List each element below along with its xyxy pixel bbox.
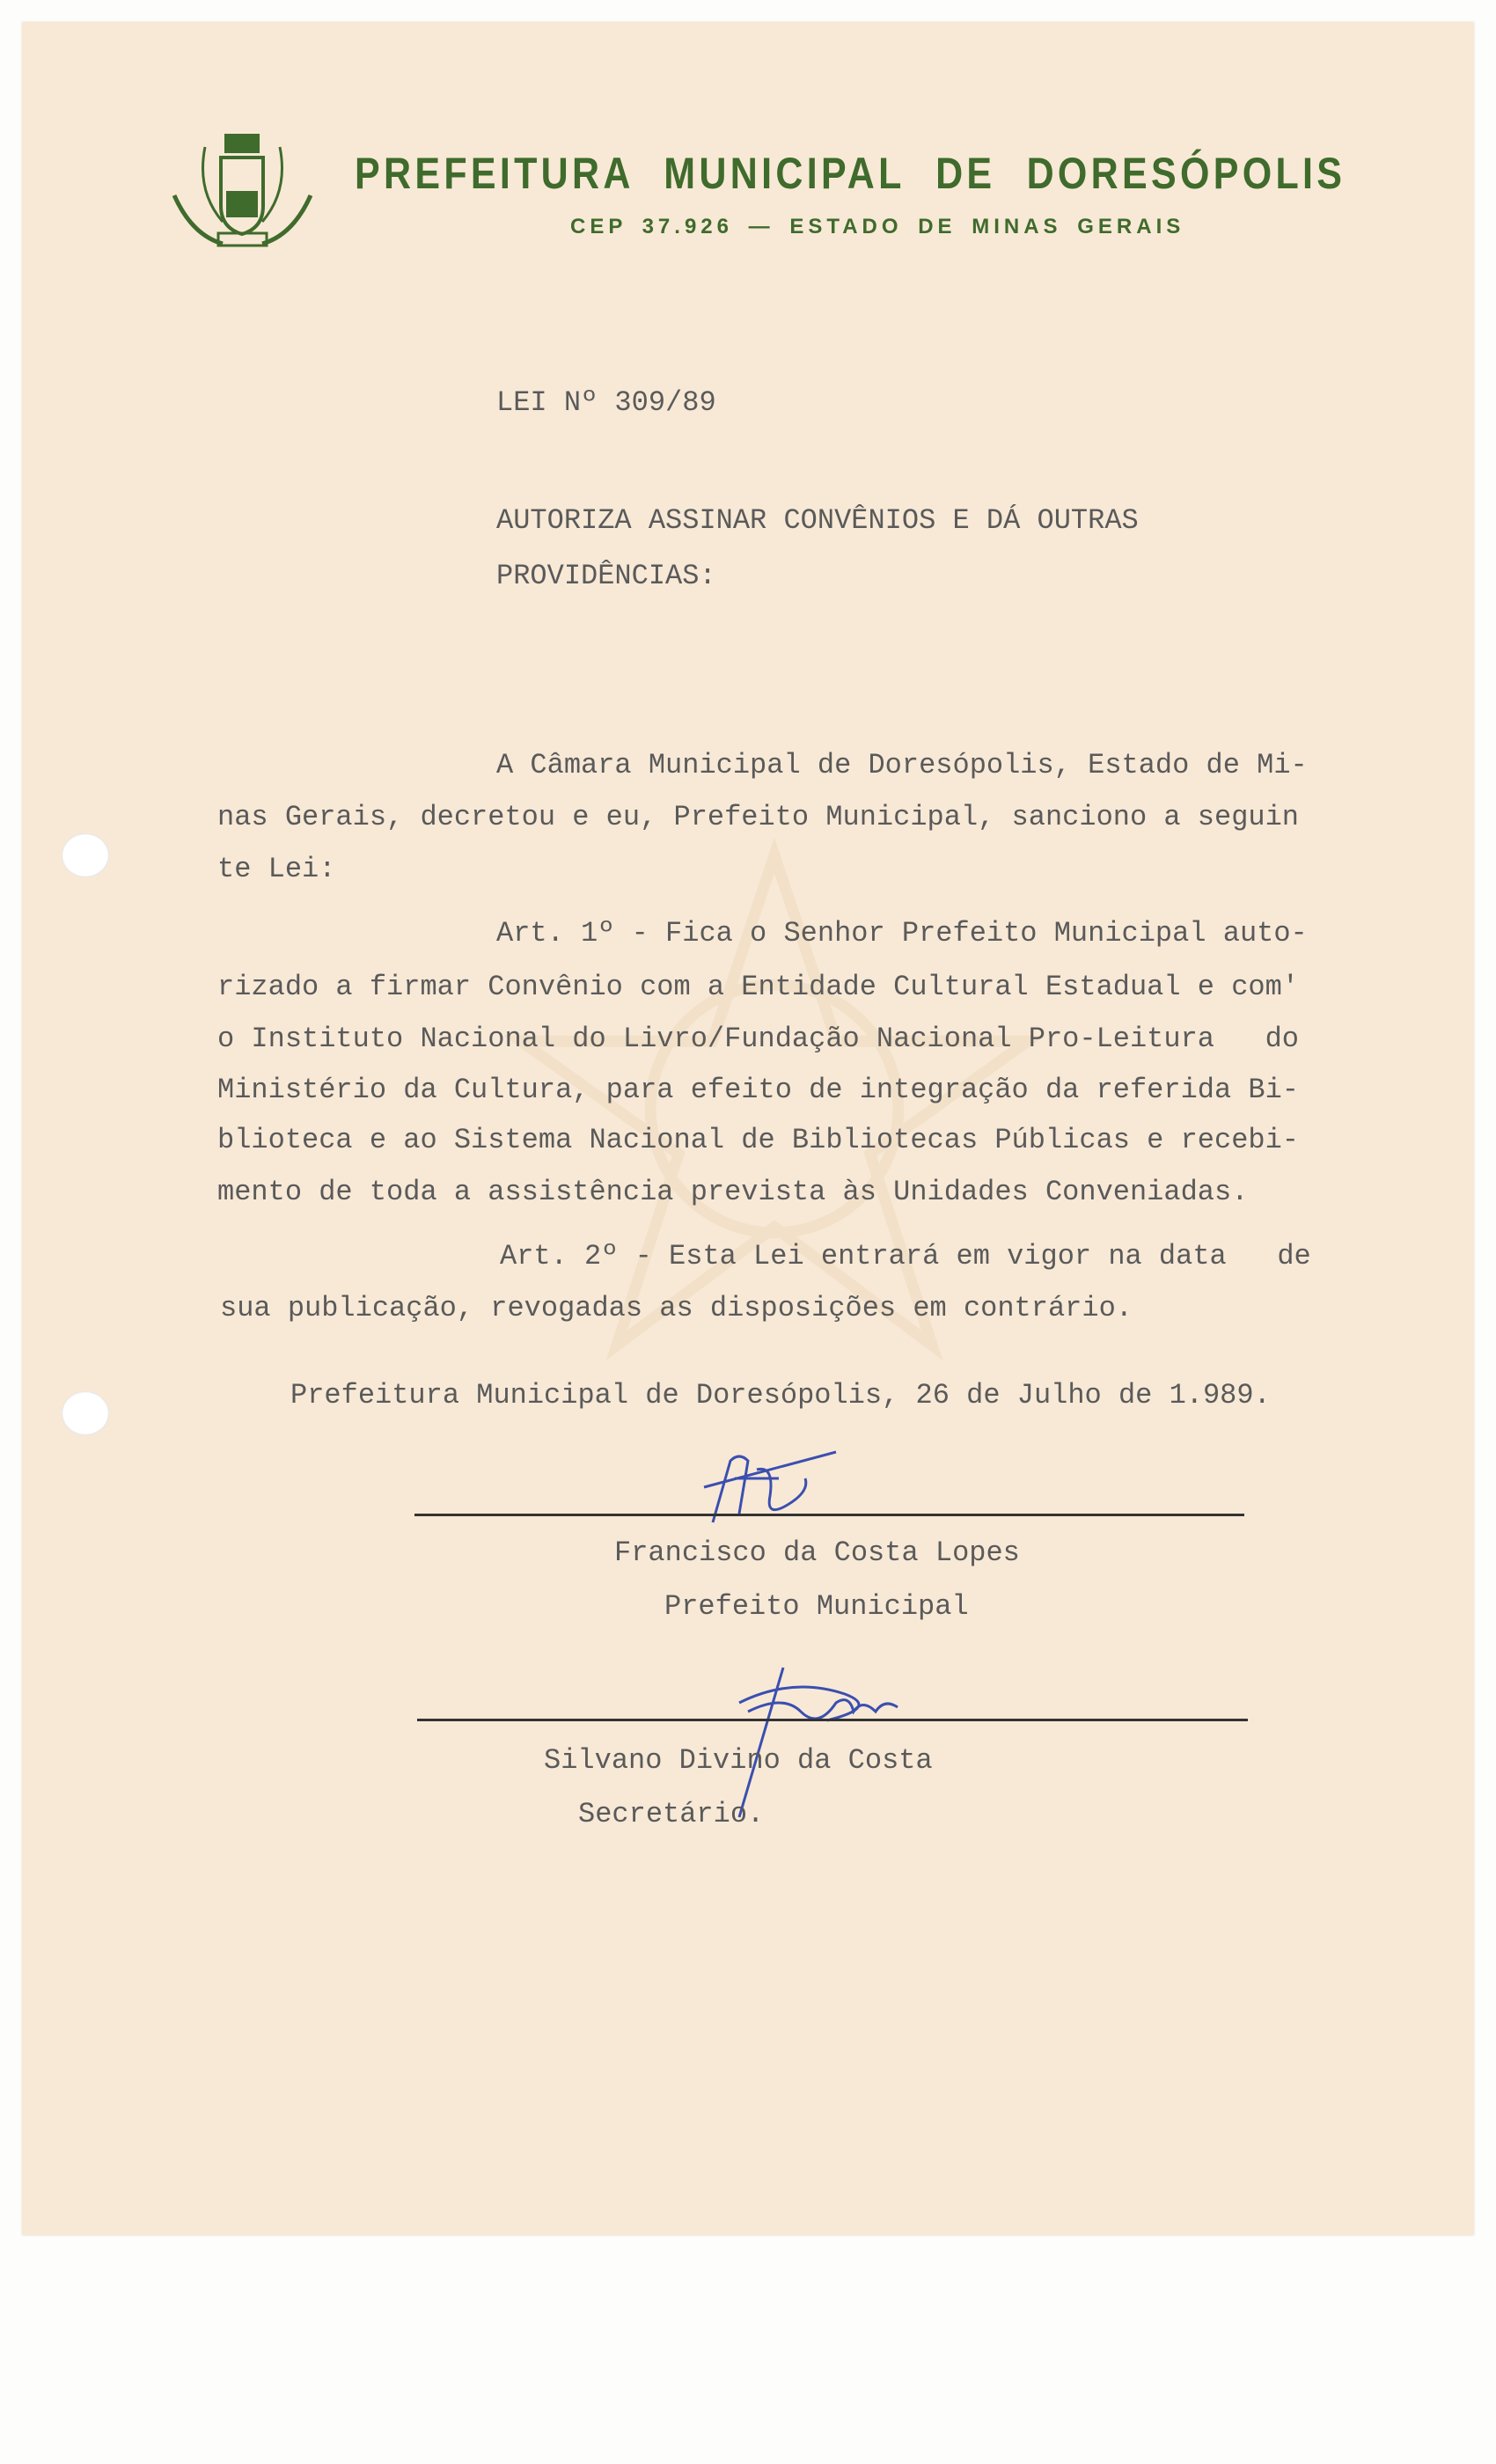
- signatory-role: Prefeito Municipal: [664, 1590, 969, 1623]
- punch-hole: [62, 833, 109, 877]
- art1-line: o Instituto Nacional do Livro/Fundação Nacional Pro-Leitura do: [217, 1023, 1299, 1055]
- preamble-line: te Lei:: [217, 853, 336, 885]
- art1-line: Ministério da Cultura, para efeito de integração da referida Bi-: [217, 1074, 1299, 1106]
- preamble-line: nas Gerais, decretou e eu, Prefeito Municipal, sanciono a seguin: [217, 801, 1299, 833]
- art1-line: blioteca e ao Sistema Nacional de Bibliotecas Públicas e recebi-: [217, 1124, 1299, 1156]
- letterhead-subtitle: CEP 37.926 — ESTADO DE MINAS GERAIS: [570, 215, 1185, 238]
- art2-line: Art. 2º - Esta Lei entrará em vigor na data de: [500, 1240, 1311, 1272]
- signatory-role: Secretário.: [578, 1798, 765, 1830]
- signatory-name: Silvano Divino da Costa: [544, 1744, 933, 1777]
- signatory-name: Francisco da Costa Lopes: [614, 1536, 1020, 1569]
- punch-hole: [62, 1391, 109, 1435]
- signature-line: [414, 1514, 1244, 1516]
- art1-line: mento de toda a assistência prevista às Unidades Conveniadas.: [217, 1176, 1249, 1208]
- art1-line: rizado a firmar Convênio com a Entidade Cultural Estadual e com': [217, 971, 1299, 1003]
- art1-line: Art. 1º - Fica o Senhor Prefeito Municipal auto-: [496, 917, 1308, 950]
- letterhead-title: PREFEITURA MUNICIPAL DE DORESÓPOLIS: [355, 149, 1346, 198]
- preamble-line: A Câmara Municipal de Doresópolis, Estado de Mi-: [496, 749, 1308, 781]
- art2-line: sua publicação, revogadas as disposições em contrário.: [220, 1292, 1133, 1324]
- signature-line: [417, 1719, 1248, 1721]
- law-number: LEI Nº 309/89: [496, 386, 716, 419]
- municipal-crest-logo: [170, 129, 315, 253]
- ementa-line: AUTORIZA ASSINAR CONVÊNIOS E DÁ OUTRAS: [496, 504, 1139, 537]
- closing-date: Prefeitura Municipal de Doresópolis, 26 de Julho de 1.989.: [290, 1379, 1271, 1412]
- ementa-line: PROVIDÊNCIAS:: [496, 560, 716, 592]
- signature-mayor: [695, 1434, 845, 1536]
